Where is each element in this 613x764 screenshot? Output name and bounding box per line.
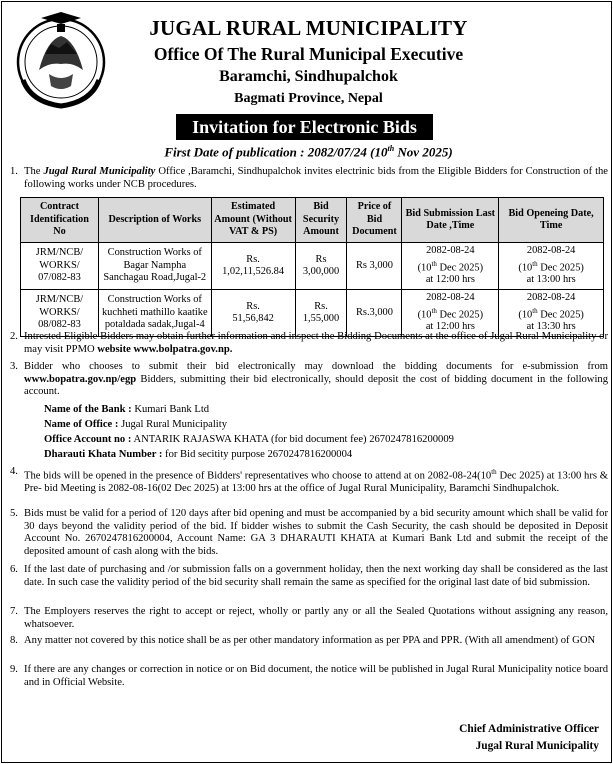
province-name: Bagmati Province, Nepal <box>234 91 383 106</box>
col-header: Contract Identification No <box>21 198 99 243</box>
clause-5: 5. Bids must be valid for a period of 120 days after bid opening and must be accompanied by a bid security amount which shall be valid for 30 days beyond the validity period of the bid. If bidder wishes to submit the Cash Security, the cash should be deposited in Deposit Account No. 2670247816200004, Account Name: GA 3 DHARAUTI KHATA at Kumari Bank Ltd and submit the receipt of the deposited amount of cash along with the bids. <box>10 508 608 557</box>
col-header: Estimated Amount (Without VAT & PS) <box>211 198 295 243</box>
col-header: Price of Bid Document <box>347 198 402 243</box>
office-name-line: Name of Office : Jugal Rural Municipality <box>44 419 227 430</box>
dharauti-account-line: Dharauti Khata Number : for Bid secitity purpose 2670247816200004 <box>44 449 353 460</box>
col-header: Bid Openeing Date, Time <box>499 198 604 243</box>
submission-date: 2082-08-24 (10th Dec 2025) at 12:00 hrs <box>402 243 499 290</box>
clause-4: 4. The bids will be opened in the presence of Bidders' representatives who choose to attend at on 2082-08-24(10th Dec 2025) at 13:00 hrs & Pre- bid Meeting is 2082-08-16(02 Dec 2025) at 13:00 hrs at the office of Jugal Rural Municipality, Baramchi Sindhupalchok. <box>10 466 609 495</box>
bid-security: Rs. 1,55,000 <box>295 290 347 337</box>
table-row <box>21 243 604 290</box>
work-description: Construction Works of kuchheti mathillo kaatike potaldada sadak,Jugal-4 <box>98 290 211 337</box>
col-header: Bid Submission Last Date ,Time <box>402 198 499 243</box>
work-description: Construction Works of Bagar Nampha Sanchagau Road,Jugal-2 <box>98 243 211 290</box>
contract-id: JRM/NCB/ WORKS/ 08/082-83 <box>21 290 99 337</box>
clause-6: 6. If the last date of purchasing and /or submission falls on a government holiday, then the next working day shall be considered as the last date. In such case the validity period of the bid security shall remain the same as specified for the original last date of bid submission. <box>10 564 608 588</box>
estimated-amount: Rs. 1,02,11,526.84 <box>211 243 295 290</box>
notice-banner: Invitation for Electronic Bids <box>176 114 433 140</box>
table-row <box>21 290 604 337</box>
notice-page <box>1 1 612 763</box>
opening-date: 2082-08-24 (10th Dec 2025) at 13:00 hrs <box>499 243 604 290</box>
col-header: Description of Works <box>98 198 211 243</box>
signatory-title: Chief Administrative Officer <box>459 723 599 735</box>
publication-date: First Date of publication : 2082/07/24 (10th Nov 2025) <box>164 144 453 160</box>
document-price: Rs 3,000 <box>347 243 402 290</box>
submission-date: 2082-08-24 (10th Dec 2025) at 12:00 hrs <box>402 290 499 337</box>
clause-8: 8. Any matter not covered by this notice shall be as per other mandatory information as per PPA and PPR. (With all amendment) of GON <box>10 635 596 646</box>
clause-2: 2. Intrested Eligible Bidders may obtain further information and inspect the Bidding Documents at the office of Jugal Rural Municipality or may visit PPMO website www.bolpatra.gov.np. <box>10 331 608 355</box>
bid-table <box>20 197 604 337</box>
clause-1: 1. The Jugal Rural Municipality Office ,Baramchi, Sindhupalchok invites electrinic bids from the Eligible Bidders for Construction of the following works under NCB procedures. <box>10 166 609 190</box>
clause-3: 3. Bidder who chooses to submit their bid electronically may download the bidding documents for e-submission from www.bopatra.gov.np/egp Bidders, submitting their bid electronically, should deposit the cost of bidding document in the following account. <box>10 361 608 398</box>
bid-security: Rs 3,00,000 <box>295 243 347 290</box>
office-location: Baramchi, Sindhupalchok <box>219 68 398 85</box>
col-header: Bid Security Amount <box>295 198 347 243</box>
clause-9: 9. If there are any changes or correction in notice or on Bid document, the notice will be published in Jugal Rural Municipality notice board and in Official Website. <box>10 664 608 688</box>
municipality-title: JUGAL RURAL MUNICIPALITY <box>149 16 468 40</box>
document-price: Rs.3,000 <box>347 290 402 337</box>
bank-name-line: Name of the Bank : Kumari Bank Ltd <box>44 404 210 415</box>
office-account-line: Office Account no : ANTARIK RAJASWA KHATA (for bid document fee) 2670247816200009 <box>44 434 454 445</box>
contract-id: JRM/NCB/ WORKS/ 07/082-83 <box>21 243 99 290</box>
clause-7: 7. The Employers reserves the right to accept or reject, wholly or partly any or all the Sealed Quotations without assigning any reason, whatsoever. <box>10 606 608 630</box>
signatory-office: Jugal Rural Municipality <box>475 740 599 752</box>
opening-date: 2082-08-24 (10th Dec 2025) at 13:30 hrs <box>499 290 604 337</box>
office-name: Office Of The Rural Municipal Executive <box>153 44 464 64</box>
estimated-amount: Rs. 51,56,842 <box>211 290 295 337</box>
table-header-row <box>21 198 604 243</box>
